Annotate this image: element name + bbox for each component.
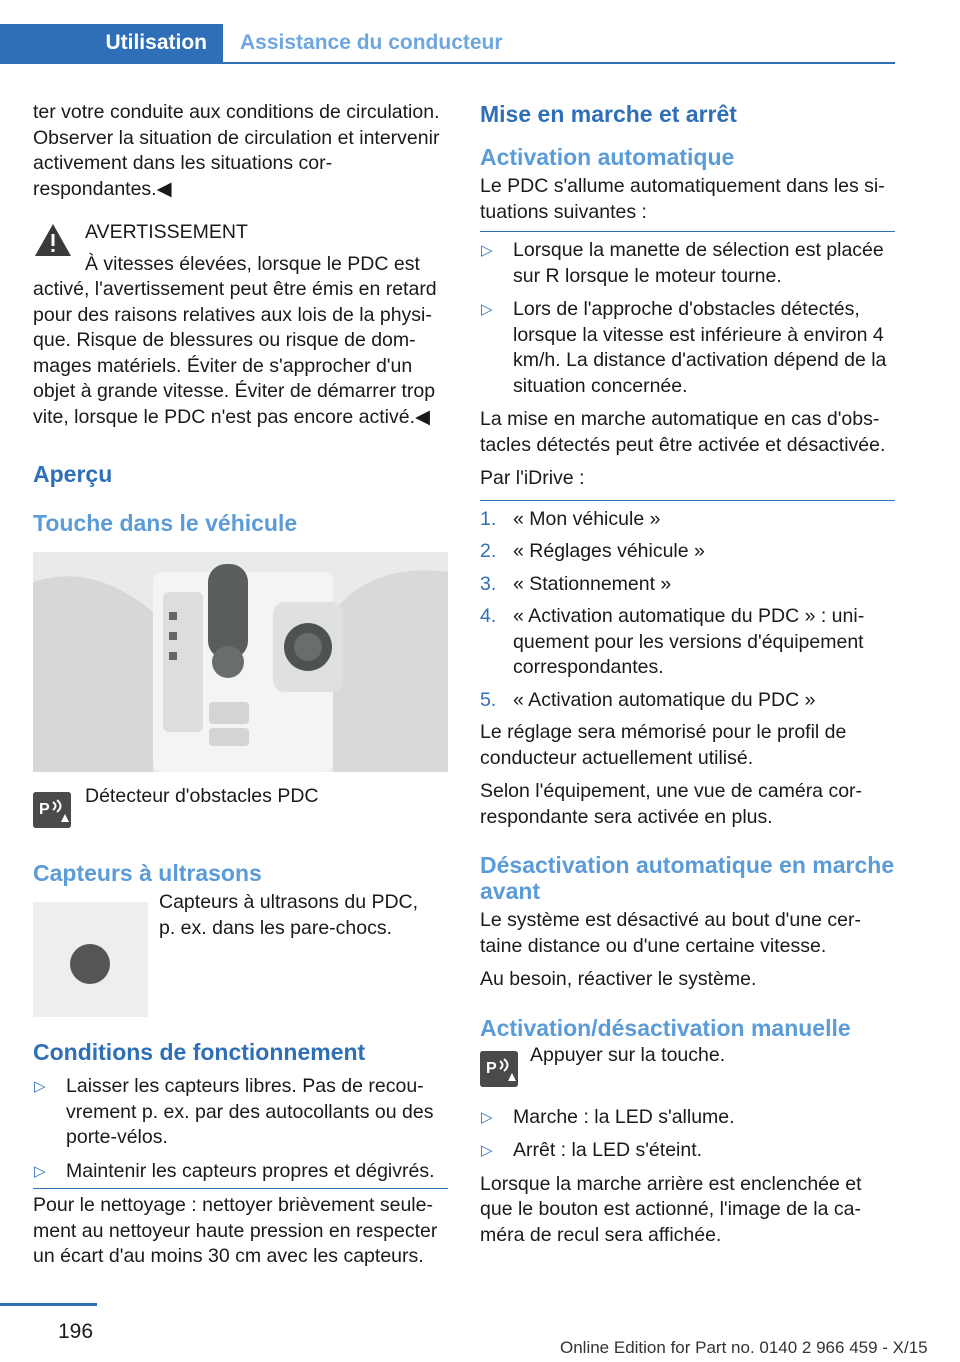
heading-marche: Mise en marche et arrêt <box>480 101 737 127</box>
gear-selector-image <box>33 552 448 772</box>
steps-list <box>480 507 895 714</box>
triangle-bullet-icon: ▷ <box>481 1142 493 1159</box>
heading-conditions: Conditions de fonctionnement <box>33 1039 366 1065</box>
reverse-text: Lorsque la marche arrière est enclenchée et que le bouton est actionné, l'image de la caméra de recul sera affichée. <box>480 1172 862 1246</box>
list-item: ▷ Maintenir les capteurs propres et dégivrés. <box>33 1159 448 1185</box>
divider <box>33 1188 448 1189</box>
desactivation-text: Le système est désactivé au bout d'une certaine distance ou d'une certaine vitesse. <box>480 909 861 957</box>
heading-manuelle: Activation/désactivation manuelle <box>480 1014 851 1041</box>
edition-text: Online Edition for Part no. 0140 2 966 459 - X/15 <box>560 1338 928 1357</box>
manual-list <box>480 1105 895 1164</box>
list-item: 2. « Réglages véhicule » <box>480 540 705 562</box>
capteurs-text: Capteurs à ultrasons du PDC, p. ex. dans les pare-chocs. <box>159 891 419 939</box>
page-number: 196 <box>58 1320 94 1343</box>
pdc-caption-row <box>33 785 448 836</box>
conditions-list <box>33 1074 448 1184</box>
heading-capteurs: Capteurs à ultrasons <box>33 860 262 886</box>
capteurs-row <box>33 890 448 1010</box>
left-column <box>33 100 448 1270</box>
sensor-image <box>33 902 148 1017</box>
intro-text: ter votre conduite aux conditions de circulation. Observer la situation de circulation et intervenir activement dans les situations correspondantes.◀ <box>33 101 440 200</box>
footer-line <box>0 1303 97 1306</box>
triangle-bullet-icon: ▷ <box>481 301 493 318</box>
header-bar <box>0 24 895 64</box>
list-item: ▷ Marche : la LED s'allume. <box>480 1105 895 1131</box>
warning-title: AVERTISSEMENT <box>85 221 248 243</box>
triangle-bullet-icon: ▷ <box>34 1078 46 1095</box>
warning-icon <box>33 220 73 260</box>
pdc-button-icon <box>33 792 71 828</box>
memo-text: Le réglage sera mémorisé pour le profil de conducteur actuellement utilisé. <box>480 721 847 769</box>
list-item: ▷ Lorsque la manette de sélection est placée sur R lorsque le moteur tourne. <box>481 239 884 287</box>
heading-touche: Touche dans le véhicule <box>33 510 298 536</box>
svg-text:P: P <box>39 801 50 818</box>
triangle-bullet-icon: ▷ <box>481 242 493 259</box>
list-item: ▷ Laisser les capteurs libres. Pas de recouvrement p. ex. par des autocollants ou des porte-vélos. <box>34 1075 434 1148</box>
camera-text: Selon l'équipement, une vue de caméra correspondante sera activée en plus. <box>480 780 863 828</box>
list-item: 4. « Activation automatique du PDC » : uniquement pour les versions d'équipement correspondantes. <box>480 605 865 678</box>
list-item: ▷ Lors de l'approche d'obstacles détectés, lorsque la vitesse est inférieure à environ 4 km/h. La distance d'activation dépend de la situation concernée. <box>481 298 887 397</box>
heading-desactivation: Désactivation automatique en marche avant <box>480 852 895 904</box>
idrive-label: Par l'iDrive : <box>480 467 585 489</box>
cleaning-text: Pour le nettoyage : nettoyer brièvement seulement au nettoyeur haute pression en respecter un écart d'au moins 30 cm avec les capteurs. <box>33 1194 438 1267</box>
list-item: 1. « Mon véhicule » <box>480 507 661 530</box>
heading-apercu: Aperçu <box>33 461 113 487</box>
press-row <box>480 1043 895 1095</box>
pdc-caption: Détecteur d'obstacles PDC <box>85 785 319 807</box>
warning-block <box>33 220 448 430</box>
list-item: ▷ Arrêt : la LED s'éteint. <box>480 1138 895 1164</box>
pdc-button-icon <box>480 1051 518 1087</box>
tab-assistance[interactable]: Assistance du conducteur <box>240 31 503 54</box>
press-text: Appuyer sur la touche. <box>530 1043 726 1066</box>
right-column <box>480 100 895 1248</box>
triangle-bullet-icon: ▷ <box>481 1108 493 1126</box>
activation-intro: Le PDC s'allume automatiquement dans les situations suivantes : <box>480 175 885 223</box>
activation-list <box>480 238 895 399</box>
triangle-bullet-icon: ▷ <box>34 1162 46 1180</box>
divider <box>480 231 895 232</box>
heading-activation: Activation automatique <box>480 144 735 170</box>
activation-note: La mise en marche automatique en cas d'obstacles détectés peut être activée et désactivée. <box>480 408 886 456</box>
divider <box>480 500 895 501</box>
warning-text: À vitesses élevées, lorsque le PDC est activé, l'avertissement peut être émis en retard pour des raisons relatives aux lois de la physique. Risque de blessures ou risque de dommages matériels. Éviter de s'approcher d'un objet à grande vitesse. Éviter de démarrer trop vite, lorsque le PDC n'est pas encore activé.◀ <box>33 252 437 428</box>
tab-utilisation[interactable]: Utilisation <box>0 24 223 62</box>
list-item: 5. « Activation automatique du PDC » <box>480 688 816 711</box>
list-item: 3. « Stationnement » <box>480 572 672 595</box>
svg-text:P: P <box>486 1059 497 1077</box>
console-image <box>33 552 448 772</box>
reactivate-text: Au besoin, réactiver le système. <box>480 968 757 990</box>
